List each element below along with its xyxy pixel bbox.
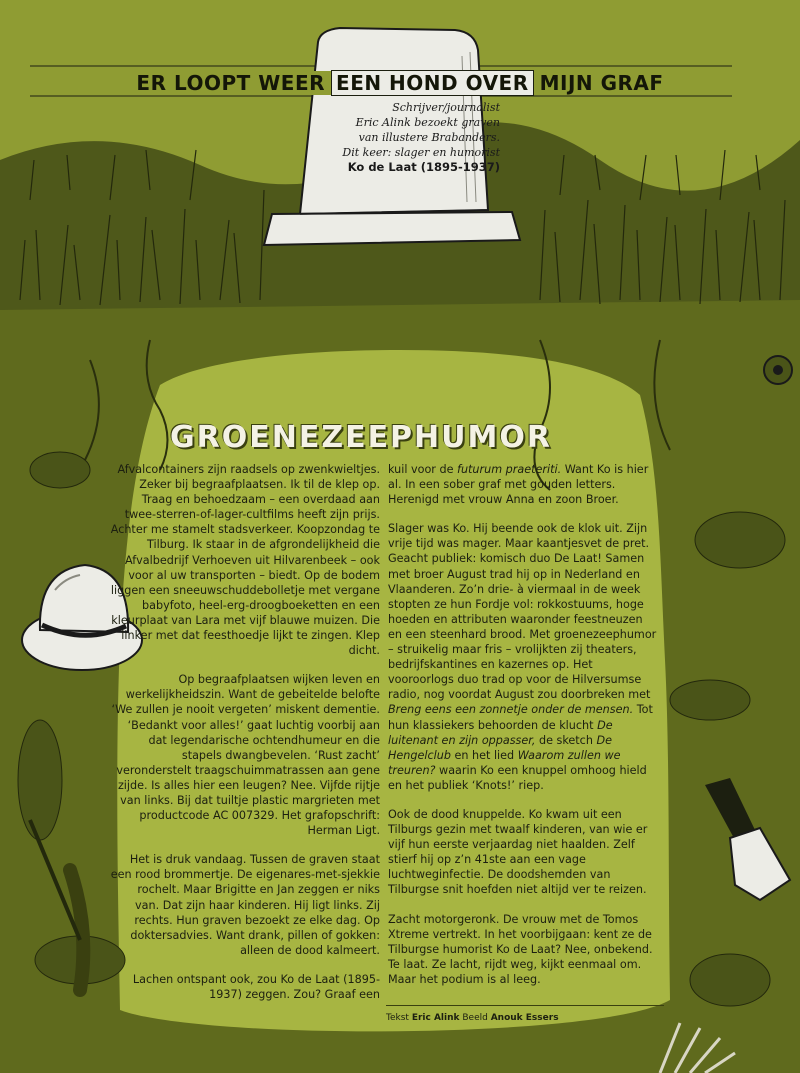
author-name: Eric Alink [411, 1013, 460, 1023]
text-run: waarin Ko een knuppel omhoog hield en het publiek ‘Knots!’ riep. [388, 763, 647, 792]
text-run: de sketch [538, 733, 593, 747]
right-column [388, 462, 658, 1001]
tombstone-line: Schrijver/journalist [392, 101, 500, 114]
italic-run: Breng eens een zonnetje onder de mensen. [388, 703, 634, 717]
credit-divider [386, 1005, 664, 1006]
italic-run: Waarom zullen we treuren? [388, 748, 621, 777]
tombstone-line: Eric Alink bezoekt graven [355, 116, 500, 129]
paragraph: Lachen ontspant ook, zou Ko de Laat (1895-1937) zeggen. Zou? Graaf een [132, 972, 380, 1001]
italic-run: De Hengelclub [388, 733, 612, 762]
tombstone-line: Dit keer: slager en humorist [342, 146, 500, 159]
credits [386, 1013, 559, 1023]
text-label: Tekst [386, 1013, 409, 1023]
paragraph [388, 462, 658, 507]
illustrator-name: Anouk Essers [490, 1013, 559, 1023]
series-title-part-3: MIJN GRAF [534, 71, 670, 95]
subject-name: Ko de Laat (1895-1937) [347, 160, 500, 174]
italic-run: De luitenant en zijn oppasser, [388, 718, 613, 747]
left-column [110, 462, 380, 1016]
paragraph: Afvalcontainers zijn raadsels op zwenkwieltjes. Zeker bij begraafplaatsen. Ik til de klep op. Traag en behoedzaam – een overdaad aan twee-sterren-of-lager-cultfilms heeft zijn prijs. Achter me stamelt stadsverkeer. Koopzondag te Tilburg. Ik staar in de afgrondelijkheid die Afvalbedrijf Verhoeven uit Hilvarenbeek – ook voor al uw transporten – biedt. Op de bodem liggen een sneeuwschuddebolletje met vergane babyfoto, heel-erg-droogboeketten en een kleurplaat van Lara met vijf blauwe muizen. Die linker met dat feesthoedje lijkt te zingen. Klep dicht. [110, 463, 380, 658]
image-label: Beeld [462, 1013, 488, 1023]
text-run: kuil voor de [388, 463, 454, 476]
shell-icon [764, 356, 792, 384]
text-run: Tot hun klassiekers behoorden de klucht [388, 703, 653, 732]
text-run: Want Ko is hier al. In een sober graf met gouden letters. Herenigd met vrouw Anna en zoon Broer. [388, 463, 649, 507]
text-run: en het lied [454, 748, 515, 762]
paragraph: Het is druk vandaag. Tussen de graven staat een rood brommertje. De eigenares-met-sjekkie rochelt. Maar Brigitte en Jan zeggen er niks van. Dat zijn haar kinderen. Hij ligt links. Zij rechts. Hun graven bezoekt ze elke dag. Op doktersadvies. Want drank, pillen of gokken: alleen de dood kalmeert. [110, 853, 380, 957]
series-title [0, 70, 800, 96]
paragraph: Zacht motorgeronk. De vrouw met de Tomos Xtreme vertrekt. In het voorbijgaan: kent ze de Tilburgse humorist Ko de Laat? Nee, onbekend. Te laat. Ze lacht, rijdt weg, kijkt eenmaal om. Maar het podium is al leeg. [388, 912, 653, 986]
text-run: Slager was Ko. Hij beende ook de klok uit. Zijn vrije tijd was mager. Maar kaantjesvet de pret. Geacht publiek: komisch duo De Laat! Samen met broer August trad hij op in Nederland en Vlaanderen. Zo’n drie- à viermaal in de week stopten ze hun Fordje vol: rokkostuums, hoge hoeden en attributen waaronder feestneuzen en een steenhard brood. Met groenezeephumor – struikelig maar fris – vrolijkten zij theaters, bedrijfskantines en kazernes op. Het vooroorlogs duo trad op voor de Hilversumse radio, nog voordat August zou doorbreken met [388, 522, 657, 702]
paragraph: Ook de dood knuppelde. Ko kwam uit een Tilburgs gezin met twaalf kinderen, van wie er vijf hun eerste verjaardag niet haalden. Zelf stierf hij op z’n 41ste aan een vage luchtweginfectie. De doodshemden van Tilburgse snit hoefden niet altijd ver te reizen. [388, 807, 648, 897]
italic-run: futurum praeteriti. [457, 463, 562, 476]
tombstone-line: van illustere Brabanders. [358, 131, 500, 144]
article-headline: GROENEZEEPHUMOR [170, 420, 552, 455]
paragraph: Op begraafplaatsen wijken leven en werkelijkheidszin. Want de gebeitelde belofte ‘We zullen je nooit vergeten’ miskent dementie. ‘Bedankt voor alles!’ gaat luchtig voorbij aan dat legendarische ochtendhumeur en die stapels dwangbevelen. ‘Rust zacht’ veronderstelt traagschuimmatrassen aan gene zijde. Is alles hier een leugen? Nee. Vijfde rijtje van links. Bij dat tuiltje plastic margrieten met productcode AC 007329. Het grafopschrift: Herman Ligt. [111, 673, 380, 838]
series-title-part-2: EEN HOND OVER [331, 70, 534, 96]
paragraph [388, 521, 658, 793]
series-title-part-1: ER LOOPT WEER [130, 71, 331, 95]
tombstone-caption [290, 100, 500, 175]
